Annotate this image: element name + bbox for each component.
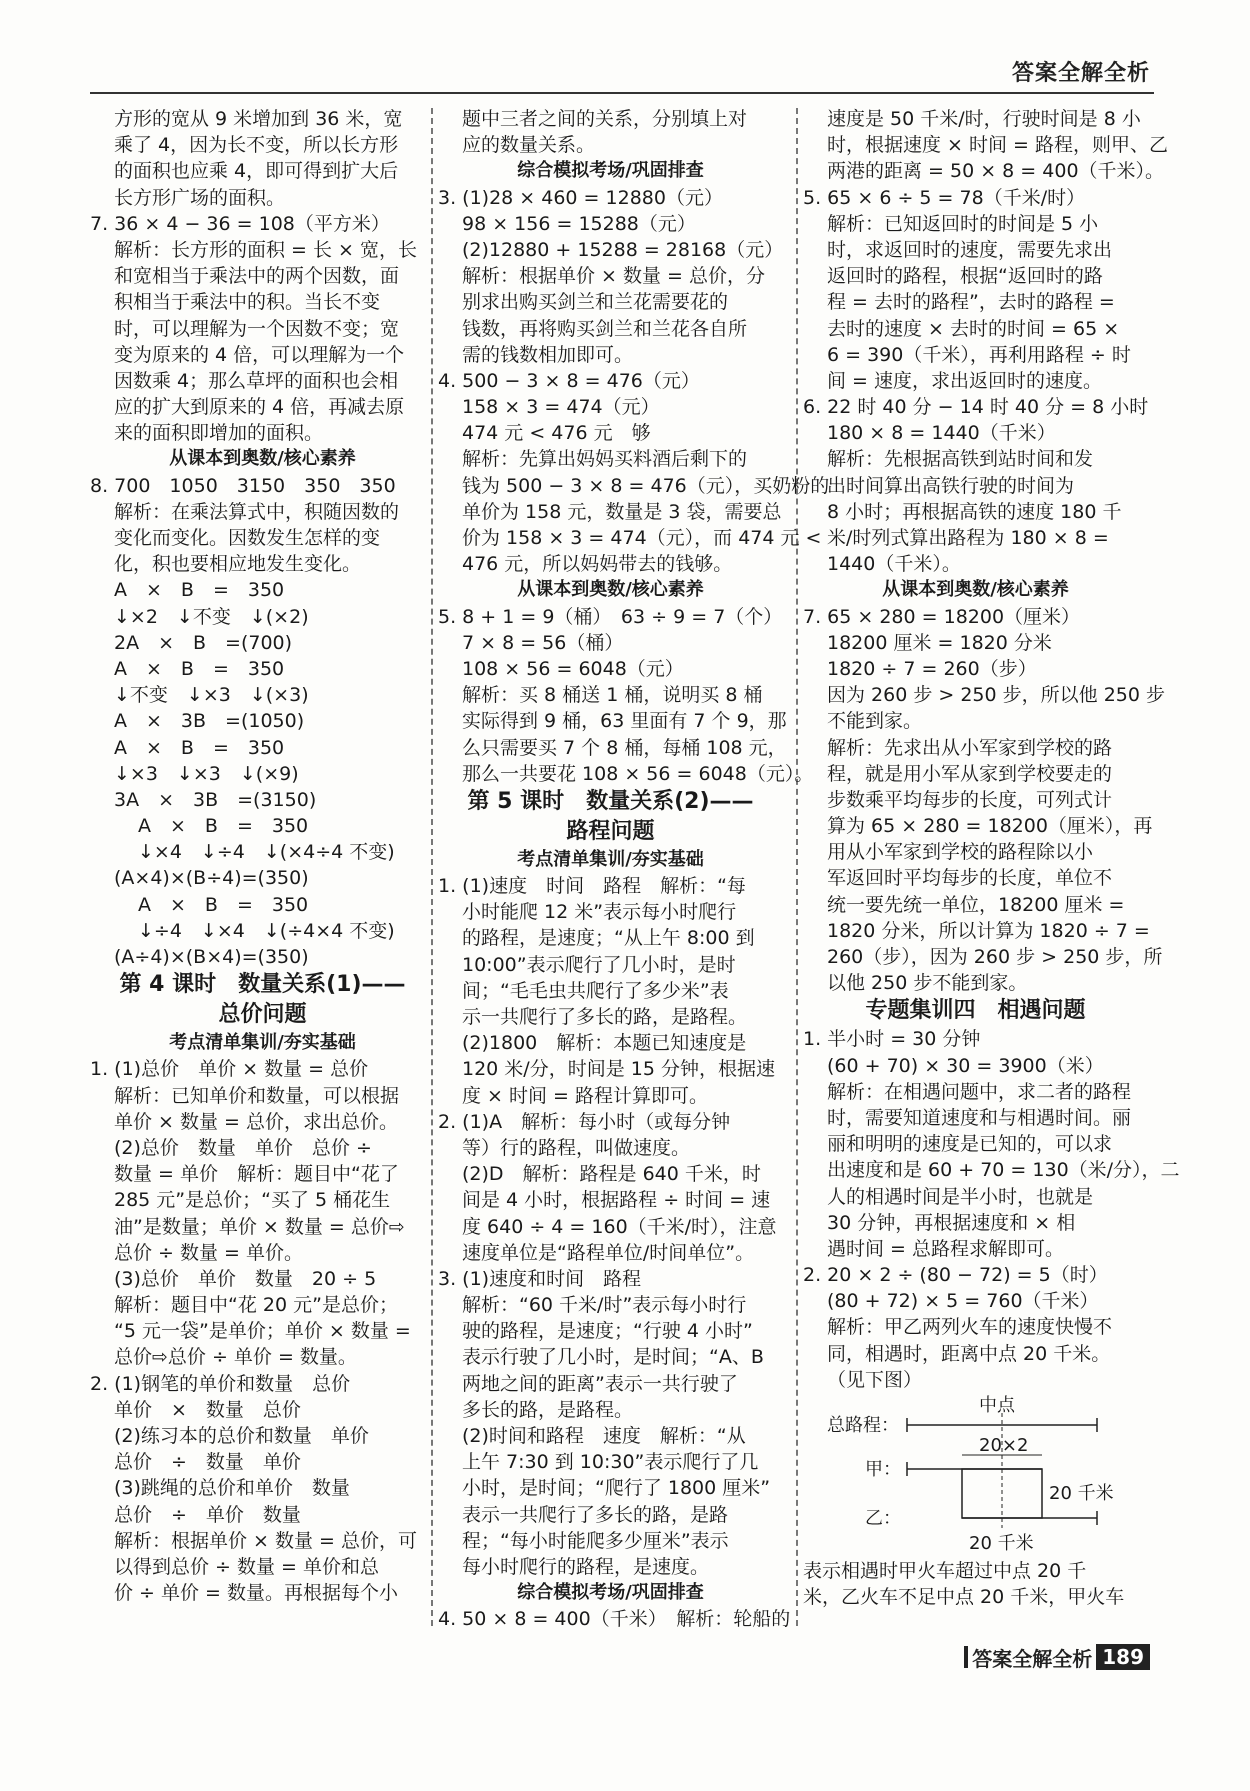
diagram-total-label: 总路程： xyxy=(827,1415,899,1436)
col1-line: (3)总价 单价 数量 20 ÷ 5 xyxy=(114,1267,377,1290)
col1-line: 来的面积即增加的面积。 xyxy=(114,422,324,445)
col3a-line: 解析：已知返回时的时间是 5 小 xyxy=(827,212,1099,235)
col1-line: 解析：已知单价和数量，可以根据 xyxy=(114,1084,400,1107)
col2-line: 综合模拟考场/巩固排查 xyxy=(517,1582,704,1604)
col3b-line: 表示相遇时甲火车超过中点 20 千 xyxy=(803,1560,1087,1582)
col3a-line: 同，相遇时，距离中点 20 千米。 xyxy=(827,1342,1111,1365)
col1-line: 解析：根据单价 × 数量 = 总价，可 xyxy=(114,1529,417,1552)
col3a-line: 30 分钟，再根据速度和 × 相 xyxy=(827,1211,1076,1234)
col3a-line: 去时的速度 × 去时的时间 = 65 × xyxy=(827,317,1120,340)
col3a-line: 18200 厘米 = 1820 分米 xyxy=(827,631,1052,654)
col1-line: 时，可以理解为一个因数不变；宽 xyxy=(114,317,400,340)
col2-line: 题中三者之间的关系，分别填上对 xyxy=(462,108,748,130)
col1-line: 1. (1)总价 单价 × 数量 = 总价 xyxy=(90,1058,369,1081)
col1-line: 7. 36 × 4 − 36 = 108（平方米） xyxy=(90,212,390,235)
col2-line: (2)12880 + 15288 = 28168（元） xyxy=(462,238,784,261)
column-2 xyxy=(438,106,830,1633)
col1-line: (2)练习本的总价和数量 单价 xyxy=(114,1425,369,1447)
col2-line: 多长的路，是路程。 xyxy=(462,1398,634,1421)
col1-line: A × 3B =(1050) xyxy=(114,710,305,733)
col2-line: 两地之间的距离”表示一共行驶了 xyxy=(462,1372,738,1395)
column-3-top xyxy=(803,106,1180,1393)
header-divider xyxy=(90,92,1154,94)
column-divider-2 xyxy=(796,108,798,1626)
col1-line: (A÷4)×(B×4)=(350) xyxy=(114,946,309,968)
col3a-line: 时，需要知道速度和与相遇时间。丽 xyxy=(827,1106,1132,1129)
diagram-midpoint-label: 中点 xyxy=(979,1395,1015,1416)
col2-line: 钱为 500 − 3 × 8 = 476（元），买奶粉的 xyxy=(462,474,830,497)
page-footer xyxy=(964,1642,1150,1672)
col3a-line: 两港的距离 = 50 × 8 = 400（千米）。 xyxy=(827,160,1165,183)
col3a-line: 6. 22 时 40 分 − 14 时 40 分 = 8 小时 xyxy=(803,396,1149,419)
col2-line: 1. (1)速度 时间 路程 解析：“每 xyxy=(438,875,746,898)
page-number: 189 xyxy=(1096,1644,1150,1670)
col3a-line: 算为 65 × 280 = 18200（厘米），再 xyxy=(827,815,1153,838)
col1-line: 第 4 课时 数量关系(1)—— xyxy=(119,972,406,998)
col3a-line: 解析：先求出从小军家到学校的路 xyxy=(827,736,1113,759)
col3b-line: 米，乙火车不足中点 20 千米，甲火车 xyxy=(803,1586,1125,1609)
col3a-line: 180 × 8 = 1440（千米） xyxy=(827,422,1056,445)
col3a-line: 时，根据速度 × 时间 = 路程，则甲、乙 xyxy=(827,134,1168,157)
col3a-line: 从课本到奥数/核心素养 xyxy=(882,579,1069,601)
col1-line: 解析：在乘法算式中，积随因数的 xyxy=(114,500,400,523)
col2-line: 474 元 < 476 元 够 xyxy=(462,422,651,445)
col3a-line: 统一要先统一单位，18200 厘米 = xyxy=(827,893,1125,916)
col2-line: 驶的路程，是速度；“行驶 4 小时” xyxy=(462,1320,753,1343)
col3a-line: 程 = 去时的路程”，去时的路程 = xyxy=(827,291,1115,314)
col3a-line: 间 = 速度，求出返回时的速度。 xyxy=(827,369,1102,392)
col3a-line: 遇时间 = 总路程求解即可。 xyxy=(827,1237,1064,1260)
col1-line: 因数乘 4；那么草坪的面积也会相 xyxy=(114,369,399,392)
col2-line: 钱数，再将购买剑兰和兰花各自所 xyxy=(462,317,748,340)
col2-line: 小时能爬 12 米”表示每小时爬行 xyxy=(462,901,737,924)
col1-line: A × B = 350 xyxy=(138,893,309,916)
col2-line: 单价为 158 元，数量是 3 袋，需要总 xyxy=(462,500,782,523)
col2-line: (2)1800 解析：本题已知速度是 xyxy=(462,1032,747,1055)
col1-line: 单价 × 数量 = 总价，求出总价。 xyxy=(114,1110,398,1133)
col3a-line: （见下图） xyxy=(827,1368,923,1391)
col2-line: 108 × 56 = 6048（元） xyxy=(462,657,684,680)
col3a-line: 专题集训四 相遇问题 xyxy=(865,998,1086,1024)
col3a-line: 1820 ÷ 7 = 260（步） xyxy=(827,657,1037,680)
col1-line: 考点清单集训/夯实基础 xyxy=(169,1032,356,1054)
col2-line: 的路程，是速度；“从上午 8:00 到 xyxy=(462,927,755,950)
col2-line: 需的钱数相加即可。 xyxy=(462,343,634,366)
col1-line: 单价 × 数量 总价 xyxy=(114,1398,301,1421)
col2-line: 间是 4 小时，根据路程 ÷ 时间 = 速 xyxy=(462,1189,771,1212)
col1-line: 285 元”是总价；“买了 5 桶花生 xyxy=(114,1189,391,1212)
col3a-line: 解析：先根据高铁到站时间和发 xyxy=(827,448,1094,471)
col1-line: (A×4)×(B÷4)=(350) xyxy=(114,867,309,890)
col2-line: 98 × 156 = 15288（元） xyxy=(462,212,696,235)
col1-line: 从课本到奥数/核心素养 xyxy=(169,448,356,470)
col1-line: 总价 ÷ 单价 数量 xyxy=(114,1503,301,1526)
diagram-km-right-label: 20 千米 xyxy=(1049,1483,1114,1504)
col2-line: 解析：根据单价 × 数量 = 总价，分 xyxy=(462,265,765,288)
col1-line: (3)跳绳的总价和单价 数量 xyxy=(114,1477,350,1500)
col2-line: 程；“每小时能爬多少厘米”表示 xyxy=(462,1529,729,1552)
col2-line: 别求出购买剑兰和兰花需要花的 xyxy=(462,291,729,314)
col1-line: 总价 ÷ 数量 = 单价。 xyxy=(114,1241,303,1264)
col3a-line: 速度是 50 千米/时，行驶时间是 8 小 xyxy=(827,108,1141,130)
col2-line: 3. (1)速度和时间 路程 xyxy=(438,1267,642,1290)
col3a-line: (80 + 72) × 5 = 760（千米） xyxy=(827,1290,1099,1313)
footer-label: 答案全解全析 xyxy=(972,1646,1093,1671)
col1-line: 解析：题目中“花 20 元”是总价； xyxy=(114,1294,398,1317)
col1-line: A × B = 350 xyxy=(114,579,285,602)
col3a-line: 260（步），因为 260 步 > 250 步，所 xyxy=(827,946,1163,968)
col2-line: 4. 500 − 3 × 8 = 476（元） xyxy=(438,369,700,392)
page-header-title: 答案全解全析 xyxy=(1011,61,1150,86)
column-3-bottom xyxy=(803,1558,1148,1610)
col1-line: 3A × 3B =(3150) xyxy=(114,788,317,811)
col1-line: 乘了 4，因为长不变，所以长方形 xyxy=(114,134,399,157)
col2-line: 表示一共爬行了多长的路，是路 xyxy=(462,1503,729,1526)
col3a-line: 7. 65 × 280 = 18200（厘米） xyxy=(803,605,1081,628)
col3a-line: 8 小时；再根据高铁的速度 180 千 xyxy=(827,500,1122,523)
col2-line: 等）行的路程，叫做速度。 xyxy=(462,1136,691,1159)
col2-line: (2)时间和路程 速度 解析：“从 xyxy=(462,1425,746,1447)
col1-line: 8. 700 1050 3150 350 350 xyxy=(90,474,396,497)
col1-line: 价 ÷ 单价 = 数量。再根据每个小 xyxy=(114,1582,398,1605)
col1-line: A × B = 350 xyxy=(138,815,309,838)
diagram-yi-label: 乙： xyxy=(865,1508,901,1529)
col3a-line: 出速度和是 60 + 70 = 130（米/分），二 xyxy=(827,1159,1180,1182)
col3a-line: 米/时列式算出路程为 180 × 8 = xyxy=(827,527,1109,549)
col1-line: 2. (1)钢笔的单价和数量 总价 xyxy=(90,1372,351,1395)
col2-line: 120 米/分，时间是 15 分钟，根据速 xyxy=(462,1058,775,1081)
meeting-diagram xyxy=(827,1393,1148,1558)
col2-line: 度 × 时间 = 路程计算即可。 xyxy=(462,1084,708,1107)
col3a-line: 以他 250 步不能到家。 xyxy=(827,972,1028,995)
col2-line: 3. (1)28 × 460 = 12880（元） xyxy=(438,186,723,209)
diagram-km-bottom-label: 20 千米 xyxy=(969,1533,1034,1554)
col2-line: 4. 50 × 8 = 400（千米） 解析：轮船的 xyxy=(438,1608,791,1631)
col1-line: “5 元一袋”是单价；单价 × 数量 = xyxy=(114,1320,411,1343)
col1-line: 2A × B =(700) xyxy=(114,631,293,654)
col3a-line: 1. 半小时 = 30 分钟 xyxy=(803,1028,981,1051)
col1-line: 和宽相当于乘法中的两个因数，面 xyxy=(114,265,400,288)
col3a-line: 人的相遇时间是半小时，也就是 xyxy=(827,1185,1094,1208)
col3a-line: 解析：甲乙两列火车的速度快慢不 xyxy=(827,1316,1113,1339)
col2-line: 每小时爬行的路程，是速度。 xyxy=(462,1555,710,1578)
col1-line: 油”是数量；单价 × 数量 = 总价⇨ xyxy=(114,1215,405,1238)
col1-line: 数量 = 单价 解析：题目中“花了 xyxy=(114,1163,399,1186)
col1-line: A × B = 350 xyxy=(114,657,285,680)
col2-line: 解析：先算出妈妈买料酒后剩下的 xyxy=(462,448,748,471)
col2-line: 10:00”表示爬行了几小时，是时 xyxy=(462,953,736,976)
col3a-line: 步数乘平均每步的长度，可列式计 xyxy=(827,788,1113,811)
col1-line: 以得到总价 ÷ 数量 = 单价和总 xyxy=(114,1555,379,1578)
col2-line: 解析：买 8 桶送 1 桶，说明买 8 桶 xyxy=(462,684,763,707)
col3a-line: 军返回时平均每步的长度，单位不 xyxy=(827,867,1113,890)
col2-line: 158 × 3 = 474（元） xyxy=(462,396,660,419)
col3a-line: 因为 260 步 > 250 步，所以他 250 步 xyxy=(827,684,1165,707)
col1-line: 变化而变化。因数发生怎样的变 xyxy=(114,527,381,549)
col1-line: ↓×4 ↓÷4 ↓(×4÷4 不变) xyxy=(138,841,395,864)
col1-line: ↓×2 ↓不变 ↓(×2) xyxy=(114,605,309,628)
col1-line: (2)总价 数量 单价 总价 ÷ xyxy=(114,1136,372,1159)
col2-line: 表示行驶了几小时，是时间；“A、B xyxy=(462,1346,764,1369)
col1-line: 的面积也应乘 4，即可得到扩大后 xyxy=(114,160,399,183)
col1-line: 应的扩大到原来的 4 倍，再减去原 xyxy=(114,396,405,419)
col2-line: 5. 8 + 1 = 9（桶） 63 ÷ 9 = 7（个） xyxy=(438,605,783,628)
col3a-line: 返回时的路程，根据“返回时的路 xyxy=(827,265,1103,288)
col1-line: A × B = 350 xyxy=(114,736,285,759)
col2-line: 那么一共要花 108 × 56 = 6048（元）。 xyxy=(462,762,814,785)
col1-line: 积相当于乘法中的积。当长不变 xyxy=(114,291,381,314)
col2-line: 476 元，所以妈妈带去的钱够。 xyxy=(462,553,733,576)
col2-line: 速度单位是“路程单位/时间单位”。 xyxy=(462,1241,755,1264)
col2-line: (2)D 解析：路程是 640 千米，时 xyxy=(462,1163,761,1186)
col2-line: 示一共爬行了多长的路，是路程。 xyxy=(462,1006,748,1028)
col2-line: 从课本到奥数/核心素养 xyxy=(517,579,704,601)
footer-bar xyxy=(964,1646,968,1668)
diagram-jia-label: 甲： xyxy=(865,1459,901,1480)
col3a-line: 2. 20 × 2 ÷ (80 − 72) = 5（时） xyxy=(803,1264,1108,1287)
col3a-line: 程，就是用小军从家到学校要走的 xyxy=(827,762,1113,785)
col2-line: 小时，是时间；“爬行了 1800 厘米” xyxy=(462,1477,771,1500)
col1-line: 总价问题 xyxy=(218,1002,307,1028)
col2-line: 考点清单集训/夯实基础 xyxy=(517,848,704,870)
col2-line: 7 × 8 = 56（桶） xyxy=(462,631,624,654)
col3a-line: 5. 65 × 6 ÷ 5 = 78（千米/时） xyxy=(803,186,1086,209)
col2-line: 间；“毛毛虫共爬行了多少米”表 xyxy=(462,979,729,1002)
col3a-line: 时，求返回时的速度，需要先求出 xyxy=(827,238,1113,261)
column-1 xyxy=(90,106,435,1606)
col1-line: ↓×3 ↓×3 ↓(×9) xyxy=(114,762,299,785)
col2-line: 综合模拟考场/巩固排查 xyxy=(517,160,704,182)
col2-line: 路程问题 xyxy=(566,818,655,844)
col2-line: 么只需要买 7 个 8 桶，每桶 108 元， xyxy=(462,736,787,759)
column-3 xyxy=(803,106,1180,1610)
col3a-line: 6 = 390（千米），再利用路程 ÷ 时 xyxy=(827,343,1131,366)
diagram-twice-label: 20×2 xyxy=(979,1435,1029,1456)
col2-line: 第 5 课时 数量关系(2)—— xyxy=(467,788,754,814)
col2-line: 解析：“60 千米/时”表示每小时行 xyxy=(462,1294,747,1317)
col2-line: 度 640 ÷ 4 = 160（千米/时），注意 xyxy=(462,1215,777,1238)
col1-line: 解析：长方形的面积 = 长 × 宽，长 xyxy=(114,238,417,261)
col2-line: 实际得到 9 桶，63 里面有 7 个 9，那 xyxy=(462,710,787,733)
col1-line: ↓÷4 ↓×4 ↓(÷4×4 不变) xyxy=(138,919,395,942)
col1-line: 方形的宽从 9 米增加到 36 米，宽 xyxy=(114,108,403,130)
col3a-line: 出时间算出高铁行驶的时间为 xyxy=(827,474,1075,497)
col3a-line: 解析：在相遇问题中，求二者的路程 xyxy=(827,1080,1132,1103)
col3a-line: 1820 分米，所以计算为 1820 ÷ 7 = xyxy=(827,919,1150,942)
col1-line: 长方形广场的面积。 xyxy=(114,186,286,209)
col3a-line: 丽和明明的速度是已知的，可以求 xyxy=(827,1133,1113,1156)
col1-line: 化，积也要相应地发生变化。 xyxy=(114,553,362,576)
col1-line: ↓不变 ↓×3 ↓(×3) xyxy=(114,684,309,707)
col2-line: 2. (1)A 解析：每小时（或每分钟 xyxy=(438,1110,731,1133)
col2-line: 应的数量关系。 xyxy=(462,134,596,157)
col2-line: 价为 158 × 3 = 474（元），而 474 元 < xyxy=(462,527,822,549)
col1-line: 变为原来的 4 倍，可以理解为一个 xyxy=(114,343,405,366)
col3a-line: 1440（千米）。 xyxy=(827,553,961,576)
col2-line: 上午 7:30 到 10:30”表示爬行了几 xyxy=(462,1451,759,1474)
col1-line: 总价⇨总价 ÷ 单价 = 数量。 xyxy=(114,1346,357,1369)
col1-line: 总价 ÷ 数量 单价 xyxy=(114,1451,301,1474)
col3a-line: 用从小军家到学校的路程除以小 xyxy=(827,841,1094,864)
col3a-line: 不能到家。 xyxy=(827,710,923,733)
col3a-line: (60 + 70) × 30 = 3900（米） xyxy=(827,1054,1104,1077)
